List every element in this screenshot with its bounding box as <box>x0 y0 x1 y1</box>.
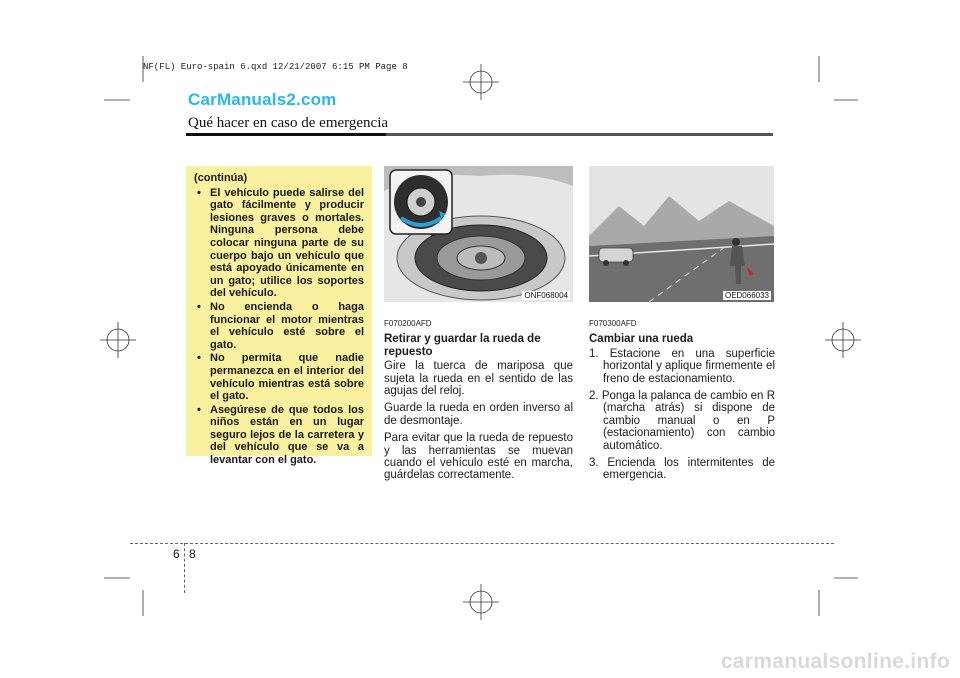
section-stow-spare <box>384 318 573 487</box>
figure-code: OED066033 <box>724 291 769 300</box>
section-heading: Retirar y guardar la rueda de repuesto <box>384 333 541 358</box>
step-item: 2. Ponga la palanca de cambio en R (marcha atrás) si dispone de cambio manual o en P (estacionamiento) con cambio automático. <box>589 390 775 452</box>
roadside-illustration <box>589 166 774 302</box>
section-code: F070200AFD <box>384 319 432 328</box>
roadside-drawing <box>589 166 774 302</box>
paragraph: Gire la tuerca de mariposa que sujeta la rueda en el sentido de las agujas del reloj. <box>384 360 573 398</box>
footer-rule <box>130 543 834 544</box>
warning-item: • No permita que nadie permanezca en el interior del vehículo mientras está sobre el gato. <box>194 352 364 402</box>
section-code: F070300AFD <box>589 319 637 328</box>
warning-list <box>194 187 364 467</box>
title-rule-accent <box>186 133 386 136</box>
print-header: NF(FL) Euro-spain 6.qxd 12/21/2007 6:15 PM Page 8 <box>143 62 408 72</box>
figure-code: ONF068004 <box>524 291 568 300</box>
step-item: 1. Estacione en una superficie horizontal y aplique firmemente el freno de estacionamiento. <box>589 347 775 385</box>
spare-tire-drawing <box>384 166 573 302</box>
warning-box <box>186 166 372 467</box>
paragraph: Guarde la rueda en orden inverso al de desmontaje. <box>384 402 573 427</box>
spare-tire-illustration <box>384 166 573 302</box>
continued-label: (continúa) <box>194 172 248 184</box>
section-heading: Cambiar una rueda <box>589 333 694 346</box>
warning-item: • No encienda o haga funcionar el motor mientras el vehículo esté sobre el gato. <box>194 301 364 351</box>
steps-list <box>589 348 775 482</box>
chapter-number: 6 <box>173 547 180 561</box>
section-change-wheel <box>589 318 775 487</box>
watermark-footer[interactable]: carmanualsonline.info <box>720 650 950 673</box>
page-number-separator <box>184 543 185 593</box>
step-item: 3. Encienda los intermitentes de emergencia. <box>589 457 775 482</box>
warning-item: • Asegúrese de que todos los niños están en un lugar seguro lejos de la carretera y del vehículo que se va a levantar con el gato. <box>194 404 364 467</box>
section-title: Qué hacer en caso de emergencia <box>188 115 389 131</box>
watermark-logo[interactable]: CarManuals2.com <box>188 90 337 109</box>
page-number: 8 <box>189 547 196 561</box>
paragraph: Para evitar que la rueda de repuesto y las herramientas se muevan cuando el vehículo esté en marcha, guárdelas correctamente. <box>384 432 573 482</box>
warning-item: • El vehículo puede salirse del gato fácilmente y producir lesiones graves o mortales. Ninguna persona debe colocar ninguna parte de su cuerpo bajo un vehículo que está apoyado únicamente en un gato; utilice los soportes del vehículo. <box>194 187 364 300</box>
